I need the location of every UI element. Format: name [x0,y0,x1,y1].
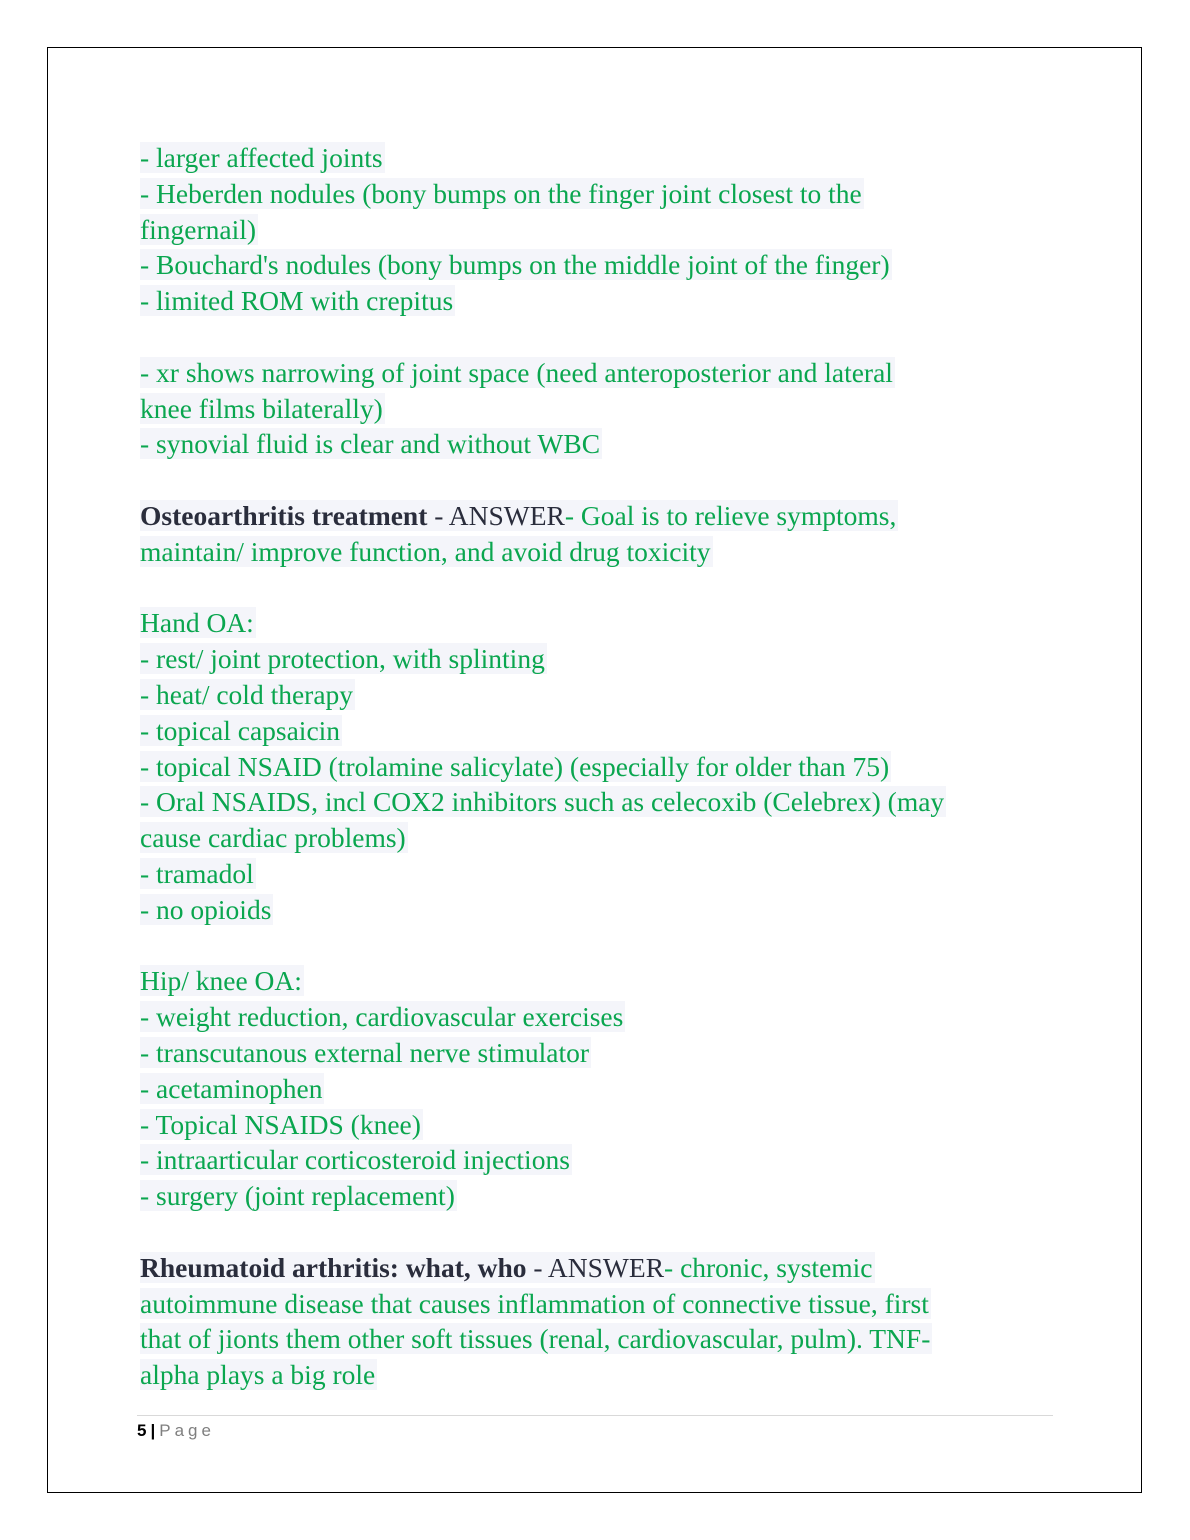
section-heading: Hand OA: [140,607,254,639]
answer-separator: - ANSWER [427,499,565,531]
question-heading: Rheumatoid arthritis: what, who [140,1251,527,1283]
ra-entry [140,1250,1060,1393]
page-number: 5 [137,1421,147,1440]
list-item: - acetaminophen [140,1072,323,1104]
page-label: Page [159,1421,215,1440]
oa-treatment-entry [140,498,1060,570]
list-item: - Bouchard's nodules (bony bumps on the middle joint of the finger) [140,249,890,281]
list-item: knee films bilaterally) [140,392,383,424]
list-item: - transcutanous external nerve stimulator [140,1036,590,1068]
answer-text: that of jionts them other soft tissues (renal, cardiovascular, pulm). TNF- [140,1323,931,1355]
list-item: - xr shows narrowing of joint space (need anteroposterior and lateral [140,356,893,388]
answer-text: - chronic, systemic [664,1251,873,1283]
symptoms-list [140,140,1060,319]
answer-text: - Goal is to relieve symptoms, [564,499,897,531]
section-heading: Hip/ knee OA: [140,965,302,997]
list-item: cause cardiac problems) [140,822,406,854]
document-body [140,140,1060,1393]
diagnostics-list [140,355,1060,462]
hip-knee-oa-section [140,963,1060,1214]
list-item: - synovial fluid is clear and without WBC [140,428,601,460]
page-footer [137,1421,215,1441]
question-heading: Osteoarthritis treatment [140,499,428,531]
list-item: - Heberden nodules (bony bumps on the finger joint closest to the [140,177,862,209]
answer-separator: - ANSWER [526,1251,665,1283]
list-item: - surgery (joint replacement) [140,1180,455,1212]
list-item: - rest/ joint protection, with splinting [140,643,545,675]
list-item: - limited ROM with crepitus [140,285,454,317]
list-item: - weight reduction, cardiovascular exercises [140,1001,624,1033]
answer-text: alpha plays a big role [140,1359,376,1391]
footer-separator: | [150,1421,156,1440]
list-item: - tramadol [140,857,254,889]
hand-oa-section [140,605,1060,927]
list-item: - topical NSAID (trolamine salicylate) (especially for older than 75) [140,750,890,782]
list-item: - intraarticular corticosteroid injections [140,1144,570,1176]
footer-divider [137,1415,1053,1416]
answer-text: maintain/ improve function, and avoid drug toxicity [140,535,711,567]
list-item: - heat/ cold therapy [140,678,354,710]
list-item: fingernail) [140,213,257,245]
list-item: - Topical NSAIDS (knee) [140,1108,421,1140]
list-item: - larger affected joints [140,142,383,173]
answer-text: autoimmune disease that causes inflammation of connective tissue, first [140,1287,929,1319]
list-item: - no opioids [140,893,272,925]
list-item: - topical capsaicin [140,714,341,746]
list-item: - Oral NSAIDS, incl COX2 inhibitors such as celecoxib (Celebrex) (may [140,786,945,818]
